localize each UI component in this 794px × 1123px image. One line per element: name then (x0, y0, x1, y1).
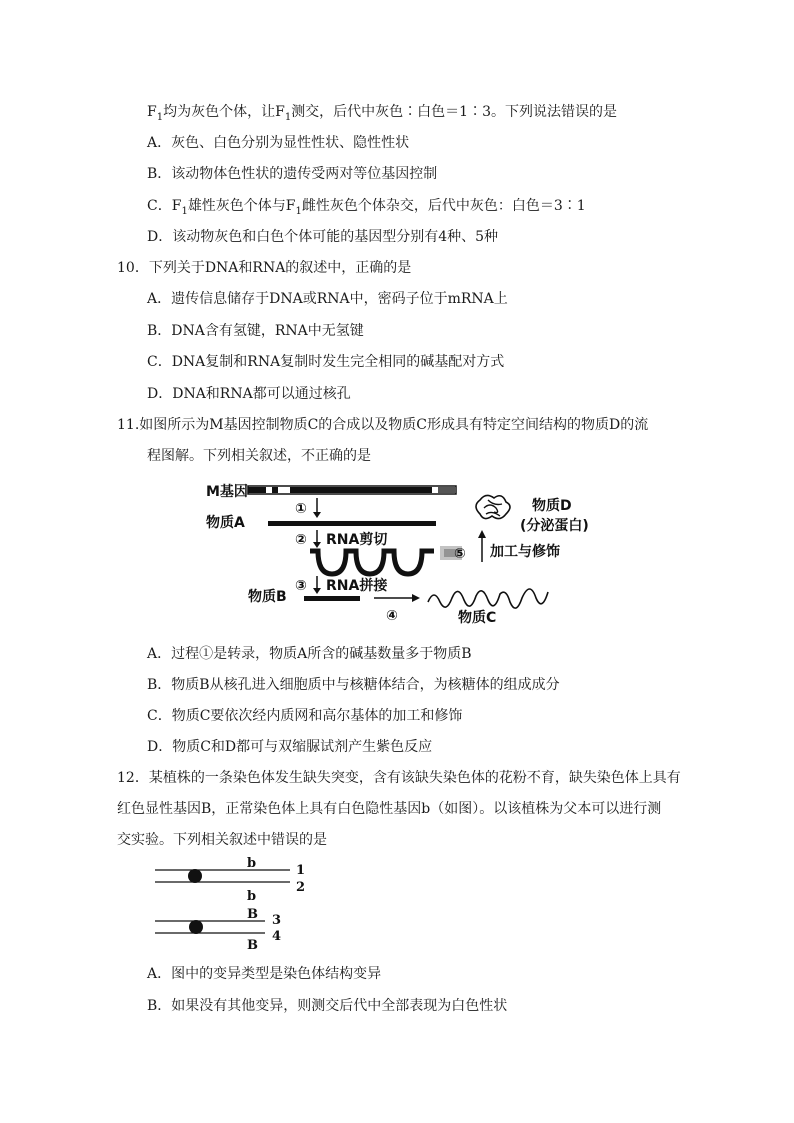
q11-option-b: B．物质B从核孔进入细胞质中与核糖体结合，为核糖体的组成成分 (147, 677, 560, 693)
substance-b-bar (304, 596, 360, 601)
q11-option-a: A．过程①是转录，物质A所含的碱基数量多于物质B (147, 646, 472, 662)
q12-stem-line2: 红色显性基因B，正常染色体上具有白色隐性基因b（如图）。以该植株为父本可以进行测 (117, 801, 662, 817)
chromosome-number-2: 2 (296, 880, 306, 895)
secretory-protein-note: (分泌蛋白) (520, 518, 589, 534)
chromosome-number-4: 4 (272, 929, 282, 944)
q12-stem-line3: 交实验。下列相关叙述中错误的是 (117, 832, 327, 848)
chromosome-number-3: 3 (272, 913, 282, 928)
intron-loops (310, 551, 434, 574)
gene-expression-diagram (200, 480, 610, 630)
substance-a-label: 物质A (206, 515, 245, 531)
q11-option-c: C．物质C要依次经内质网和高尔基体的加工和修饰 (147, 708, 463, 724)
q12-option-b: B．如果没有其他变异，则测交后代中全部表现为白色性状 (147, 998, 508, 1014)
q12-stem-line1: 12．某植株的一条染色体发生缺失突变，含有该缺失染色体的花粉不育，缺失染色体上具有 (117, 770, 681, 786)
q11-stem-line1: 11.如图所示为M基因控制物质C的合成以及物质C形成具有特定空间结构的物质D的流 (117, 417, 649, 433)
gene-B-top-label: B (247, 907, 258, 922)
gene-b-top-label: b (247, 856, 257, 871)
q11-stem-line2: 程图解。下列相关叙述，不正确的是 (147, 448, 371, 464)
rna-splice-label: RNA剪切 (326, 532, 388, 548)
centromere-top (188, 869, 202, 883)
q9-option-c: C．$F_1$雄性灰色个体与$F_1$雌性灰色个体杂交，后代中灰色：白色＝3∶1 (147, 198, 586, 217)
chromosome-diagram (150, 852, 310, 952)
processing-label: 加工与修饰 (490, 544, 560, 560)
q9-option-b: B．该动物体色性状的遗传受两对等位基因控制 (147, 166, 438, 182)
q10-stem: 10．下列关于DNA和RNA的叙述中，正确的是 (117, 260, 412, 276)
step2-marker: ② (295, 532, 307, 548)
substance-d-label: 物质D (532, 498, 572, 514)
gene-B-bottom-label: B (247, 938, 258, 952)
protein-d-icon (476, 495, 510, 518)
gene-b-bottom-label: b (247, 889, 257, 904)
m-gene-label: M基因 (206, 484, 248, 500)
substance-b-label: 物质B (248, 589, 287, 605)
centromere-bottom (189, 920, 203, 934)
polypeptide-c (428, 589, 548, 608)
substance-a-bar (268, 521, 436, 526)
chromosome-number-1: 1 (296, 863, 306, 878)
q10-option-a: A．遗传信息储存于DNA或RNA中，密码子位于mRNA上 (147, 291, 508, 307)
step1-marker: ① (295, 501, 307, 517)
step5-marker: ⑤ (454, 546, 466, 562)
q9-stem: $F_1$均为灰色个体，让$F_1$测交，后代中灰色∶白色＝1∶3。下列说法错误的是 (147, 104, 618, 123)
rna-ligation-label: RNA拼接 (326, 578, 388, 594)
step3-marker: ③ (295, 578, 307, 594)
q9-option-a: A．灰色、白色分别为显性性状、隐性性状 (147, 135, 410, 151)
q11-option-d: D．物质C和D都可与双缩脲试剂产生紫色反应 (147, 739, 433, 755)
step4-marker: ④ (386, 608, 398, 624)
q10-option-d: D．DNA和RNA都可以通过核孔 (147, 386, 351, 402)
q10-option-b: B．DNA含有氢键，RNA中无氢键 (147, 323, 364, 339)
q9-option-d: D．该动物灰色和白色个体可能的基因型分别有4种、5种 (147, 229, 499, 245)
q12-option-a: A．图中的变异类型是染色体结构变异 (147, 966, 382, 982)
substance-c-label: 物质C (458, 610, 497, 626)
q10-option-c: C．DNA复制和RNA复制时发生完全相同的碱基配对方式 (147, 354, 505, 370)
